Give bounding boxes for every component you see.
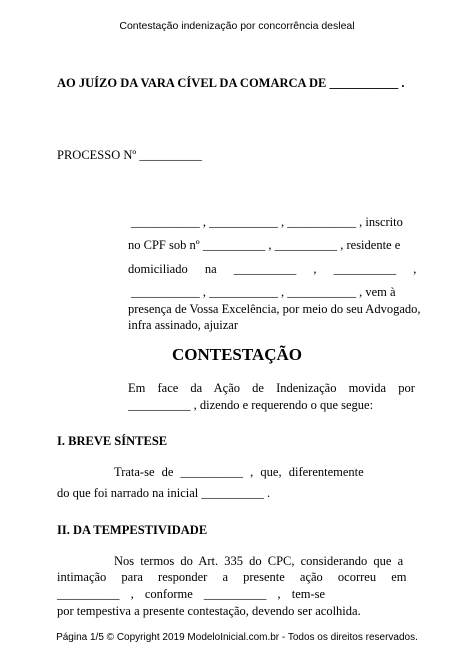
parties-line-6: infra assinado, ajuizar — [128, 318, 239, 332]
timeliness-line-1: Nos termos do Art. 335 do CPC, considerando que a — [114, 554, 404, 568]
timeliness-line-4: por tempestiva a presente contestação, devendo ser acolhida. — [57, 604, 361, 618]
page-header: Contestação indenização por concorrência desleal — [119, 20, 355, 32]
parties-line-2: no CPF sob nº __________ , __________ , residente e — [128, 238, 401, 252]
intro-line-2: __________ , dizendo e requerendo o que segue: — [128, 398, 374, 412]
timeliness-line-2: intimação para responder a presente ação ocorreu em — [57, 570, 407, 584]
process-number: PROCESSO Nº __________ — [57, 148, 202, 162]
parties-line-4: ___________ , ___________ , ___________ , vem à — [131, 285, 396, 299]
synthesis-line-1: Trata-se de __________ , que, diferentemente — [114, 465, 364, 479]
page-footer: Página 1/5 © Copyright 2019 ModeloInicial.com.br - Todos os direitos reservados. — [56, 632, 418, 643]
parties-line-5: presença de Vossa Excelência, por meio do seu Advogado, — [128, 302, 421, 316]
intro-line-1: Em face da Ação de Indenização movida por — [128, 381, 415, 395]
timeliness-line-3: __________ , conforme __________ , tem-se — [57, 587, 326, 601]
section-heading-synthesis: I. BREVE SÍNTESE — [57, 434, 168, 448]
section-heading-timeliness: II. DA TEMPESTIVIDADE — [57, 523, 208, 537]
synthesis-line-2: do que foi narrado na inicial __________ . — [57, 486, 271, 500]
document-title: CONTESTAÇÃO — [171, 345, 303, 364]
parties-line-1: ___________ , ___________ , ___________ , inscrito — [131, 215, 403, 229]
parties-line-3: domiciliado na __________ , __________ , — [128, 262, 417, 276]
court-address: AO JUÍZO DA VARA CÍVEL DA COMARCA DE ___________ . — [57, 76, 405, 90]
